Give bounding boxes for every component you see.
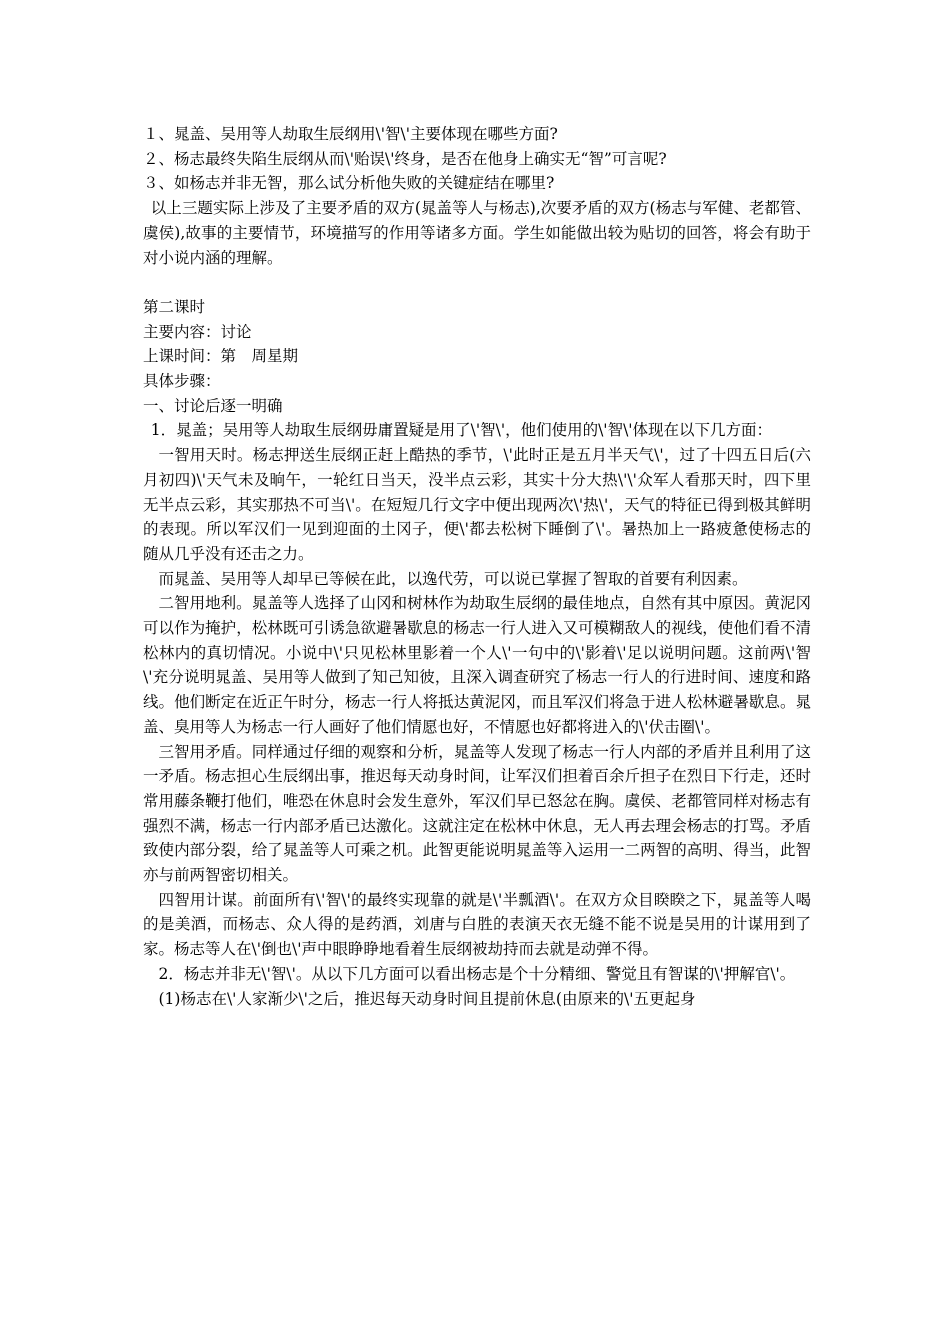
blank-line	[143, 270, 811, 295]
paragraph-1: 1．晁盖；吴用等人劫取生辰纲毋庸置疑是用了\'智\'，他们使用的\'智\'体现在以下几方面：	[150, 421, 773, 440]
document-page	[143, 122, 811, 1011]
lesson-content: 主要内容：讨论	[143, 322, 252, 341]
lesson-title: 第二课时	[143, 297, 206, 316]
summary-paragraph: 以上三题实际上涉及了主要矛盾的双方(晁盖等人与杨志),次要矛盾的双方(杨志与军健、老都管、虞侯),故事的主要情节，环境描写的作用等诸多方面。学生如能做出较为贴切的回答，将会有助于对小说内涵的理解。	[143, 199, 811, 267]
paragraph-7: 2．杨志并非无\'智\'。从以下几方面可以看出杨志是个十分精细、警觉且有智谋的\'押解官\'。	[158, 964, 796, 983]
paragraph-8: (1)杨志在\'人家渐少\'之后，推迟每天动身时间且提前休息(由原来的\'五更起身	[158, 989, 696, 1008]
question-1: １、晁盖、吴用等人劫取生辰纲用\'智\'主要体现在哪些方面?	[143, 125, 558, 143]
lesson-steps: 具体步骤：	[143, 372, 221, 391]
paragraph-6: 四智用计谋。前面所有\'智\'的最终实现靠的就是\'半瓢酒\'。在双方众目睽睽之下，晁盖等人喝的是美酒，而杨志、众人得的是药酒，刘唐与白胜的表演天衣无缝不能不说是吴用的计谋用到了家。杨志等人在\'倒也\'声中眼睁睁地看着生辰纲被劫持而去就是动弹不得。	[143, 890, 811, 959]
paragraph-3: 而晁盖、吴用等人却早已等候在此，以逸代劳，可以说已掌握了智取的首要有利因素。	[158, 569, 748, 588]
lesson-time: 上课时间：第 周星期	[143, 347, 299, 366]
paragraph-2: 一智用天时。杨志押送生辰纲正赶上酷热的季节，\'此时正是五月半天气\'，过了十四五日后(六月初四)\'天气未及晌午，一轮红日当天，没半点云彩，其实十分大热\'\'众军人看那天时，四下里无半点云彩，其实那热不可当\'。在短短几行文字中便出现两次\'热\'，天气的特征已得到极其鲜明的表现。所以军汉们一见到迎面的土冈子，便\'都去松树下睡倒了\'。暑热加上一路疲惫使杨志的随从几乎没有还击之力。	[143, 446, 811, 563]
paragraph-5: 三智用矛盾。同样通过仔细的观察和分析，晁盖等人发现了杨志一行人内部的矛盾并且利用了这一矛盾。杨志担心生辰纲出事，推迟每天动身时间，让军汉们担着百余斤担子在烈日下行走，还时常用藤条鞭打他们，唯恐在休息时会发生意外，军汉们早已怒忿在胸。虞侯、老都管同样对杨志有强烈不满，杨志一行内部矛盾已达激化。这就注定在松林中休息，无人再去理会杨志的打骂。矛盾致使内部分裂，给了晁盖等人可乘之机。此智更能说明晁盖等入运用一二两智的高明、得当，此智亦与前两智密切相关。	[143, 742, 811, 885]
section-heading: 一、讨论后逐一明确	[143, 396, 283, 415]
question-3: ３、如杨志并非无智，那么试分析他失败的关键症结在哪里?	[143, 174, 555, 193]
paragraph-4: 二智用地利。晁盖等人选择了山冈和树林作为劫取生辰纲的最佳地点，自然有其中原因。黄泥冈可以作为掩护，松林既可引诱急欲避暑歇息的杨志一行人进入又可模糊敌人的视线，使他们看不清松林内的真切情况。小说中\'只见松林里影着一个人\'一句中的\'影着\'足以说明问题。这前两\'智\'充分说明晁盖、吴用等人做到了知己知彼，且深入调查研究了杨志一行人的行进时间、速度和路线。他们断定在近正午时分，杨志一行人将抵达黄泥冈，而且军汉们将急于进人松林避暑歇息。晁盖、臭用等人为杨志一行人画好了他们情愿也好，不情愿也好都将进入的\'伏击圈\'。	[143, 594, 811, 736]
question-2: ２、杨志最终失陷生辰纲从而\'贻误\'终身，是否在他身上确实无“智”可言呢?	[143, 149, 667, 168]
